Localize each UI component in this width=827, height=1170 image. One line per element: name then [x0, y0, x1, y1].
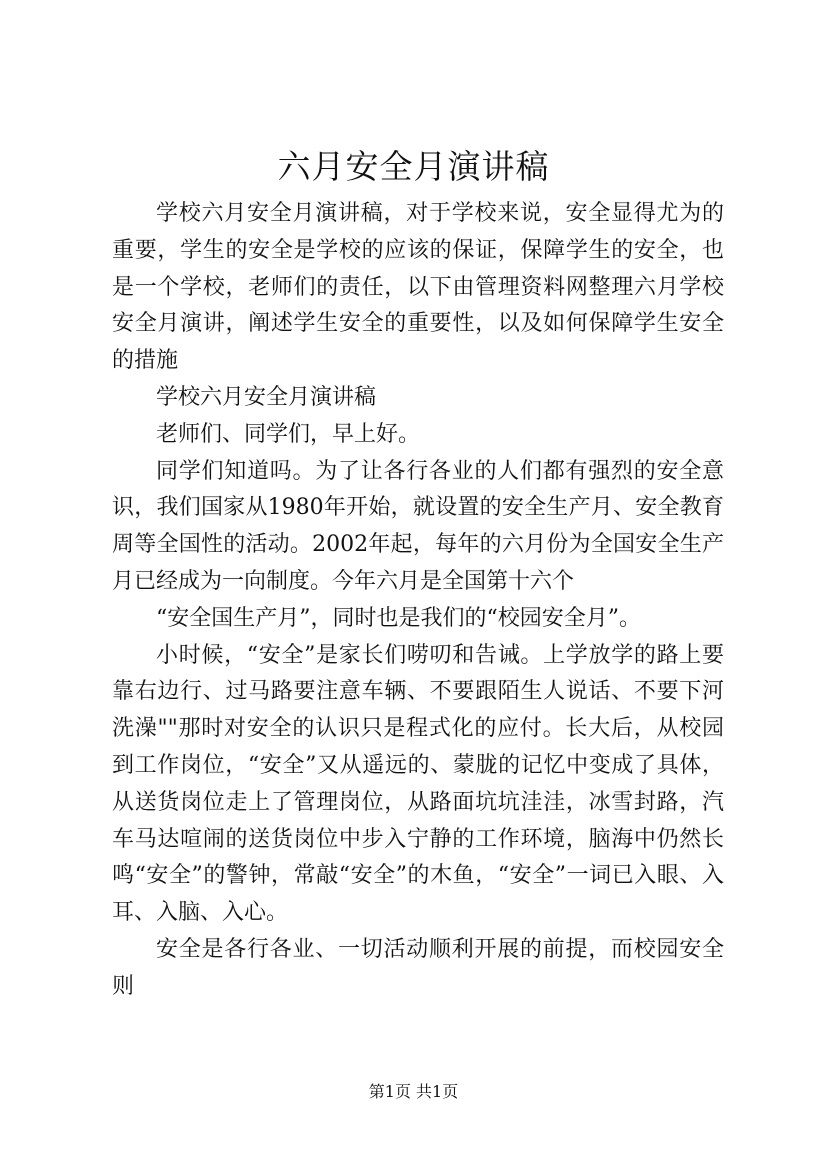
paragraph-childhood: 小时候，“安全”是家长们唠叨和告诫。上学放学的路上要靠右边行、过马路要注意车辆、不要跟陌生人说话、不要下河洗澡""那时对安全的认识只是程式化的应付。长大后，从校园到工作岗位，“安全”又从遥远的、蒙胧的记忆中变成了具体，从送货岗位走上了管理岗位，从路面坑坑洼洼，冰雪封路，汽车马达喧闹的送货岗位中步入宁静的工作环境，脑海中仍然长鸣“安全”的警钟，常敲“安全”的木鱼，“安全”一词已入眼、入耳、入脑、入心。	[112, 642, 724, 926]
paragraph-history: 同学们知道吗。为了让各行各业的人们都有强烈的安全意识，我们国家从1980年开始，就设置的安全生产月、安全教育周等全国性的活动。2002年起，每年的六月份为全国安全生产月已经成为一向制度。今年六月是全国第十六个	[112, 458, 724, 594]
document-title: 六月安全月演讲稿	[277, 147, 550, 186]
paragraph-intro: 学校六月安全月演讲稿，对于学校来说，安全显得尤为的重要，学生的安全是学校的应该的保证，保障学生的安全，也是一个学校，老师们的责任，以下由管理资料网整理六月学校安全月演讲，阐述学生安全的重要性，以及如何保障学生安全的措施	[112, 201, 724, 374]
document-body	[112, 196, 724, 1006]
page-footer: 第1页 共1页	[368, 1082, 459, 1101]
paragraph-greeting: 老师们、同学们，早上好。	[156, 421, 421, 447]
paragraph-subtitle: 学校六月安全月演讲稿	[156, 384, 377, 410]
paragraph-safety-premise: 安全是各行各业、一切活动顺利开展的前提，而校园安全则	[112, 936, 724, 999]
paragraph-campus-month: “安全国生产月”，同时也是我们的“校园安全月”。	[156, 605, 641, 631]
